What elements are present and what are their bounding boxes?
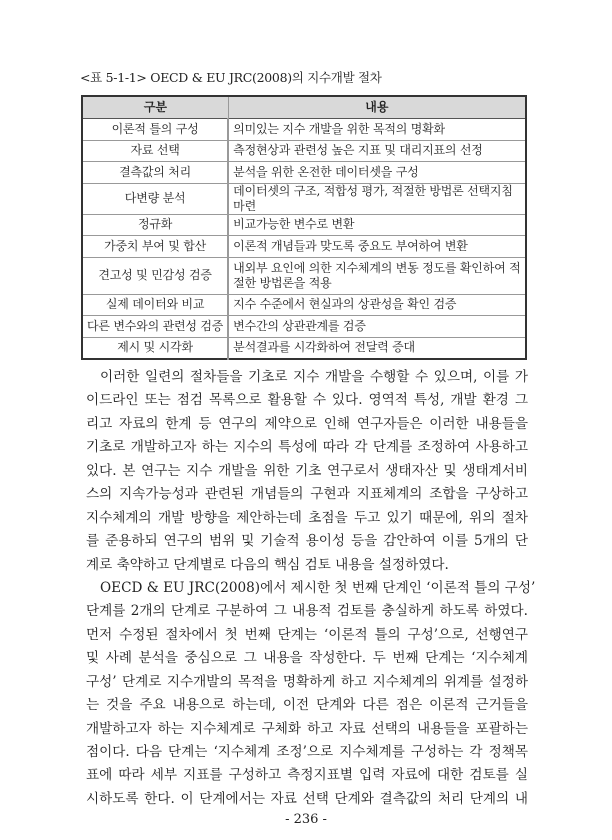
- row-category: 다변량 분석: [82, 183, 228, 214]
- table-row: [82, 183, 526, 214]
- row-category: 실제 데이터와 비교: [82, 294, 228, 316]
- text-line: 기초로 개발하고자 하는 지수의 특성에 따라 각 단계를 조정하여 사용하고: [86, 439, 528, 456]
- text-line: 및 사례 분석을 중심으로 그 내용을 작성한다. 두 번째 단계는 ‘지수체계: [86, 650, 528, 667]
- table-caption: <표 5-1-1> OECD & EU JRC(2008)의 지수개발 절차: [80, 70, 382, 85]
- table-row: [82, 119, 526, 141]
- table-row: [82, 214, 526, 236]
- table-row: [82, 162, 526, 184]
- text-line: 는 것을 주요 내용으로 하는데, 이전 단계와 다른 점은 이론적 근거들을: [86, 697, 528, 714]
- text-line: 시하도록 한다. 이 단계에서는 자료 선택 단계와 결측값의 처리 단계의 내: [86, 790, 528, 807]
- row-category: 견고성 및 민감성 검증: [82, 257, 228, 294]
- table-row: [82, 236, 526, 258]
- procedure-table: [81, 95, 527, 360]
- paragraph: [86, 366, 528, 577]
- row-category: 가중치 부여 및 합산: [82, 236, 228, 258]
- table-row: [82, 316, 526, 338]
- body-text: [86, 366, 536, 811]
- header-category: 구분: [82, 96, 228, 119]
- table-row: [82, 337, 526, 359]
- row-category: 결측값의 처리: [82, 162, 228, 184]
- row-category: 정규화: [82, 214, 228, 236]
- row-content: 내외부 요인에 의한 지수체계의 변동 정도를 확인하여 적절한 방법론을 적용: [228, 257, 526, 294]
- text-line: 먼저 수정된 절차에서 첫 번째 단계는 ‘이론적 틀의 구성’으로, 선행연구: [86, 626, 528, 643]
- text-line: 를 준용하되 연구의 범위 및 기술적 용이성 등을 감안하여 이를 5개의 단: [86, 533, 528, 550]
- table-row: [82, 294, 526, 316]
- row-content: 분석결과를 시각화하여 전달력 증대: [228, 337, 526, 359]
- page-number: - 236 -: [285, 812, 327, 827]
- text-line: 점이다. 다음 단계는 ‘지수체계 조정’으로 지수체계를 구성하는 각 정책목: [86, 744, 528, 760]
- text-line: 구성’ 단계로 지수개발의 목적을 명확하게 하고 지수체계의 위계를 설정하: [86, 673, 528, 690]
- row-content: 변수간의 상관관계를 검증: [228, 316, 526, 338]
- text-line: 스의 지속가능성과 관련된 개념들의 구현과 지표체계의 조합을 구상하고: [86, 486, 528, 503]
- table-header-row: [82, 96, 526, 119]
- table-row: [82, 140, 526, 162]
- header-content: 내용: [228, 96, 526, 119]
- table-row: [82, 257, 526, 294]
- text-line: 리고 자료의 한계 등 연구의 제약으로 인해 연구자들은 이러한 내용들을: [86, 415, 528, 432]
- text-line: 계로 축약하고 단계별로 다음의 핵심 검토 내용을 설정하였다.: [86, 556, 449, 573]
- paragraph: [86, 577, 536, 811]
- text-line: 이드라인 또는 점검 목록으로 활용할 수 있다. 영역적 특성, 개발 환경 그: [86, 392, 528, 409]
- row-content: 의미있는 지수 개발을 위한 목적의 명확화: [228, 119, 526, 141]
- text-line: OECD & EU JRC(2008)에서 제시한 첫 번째 단계인 ‘이론적 틀의 구성’: [100, 579, 536, 596]
- text-line: 지수체계의 개발 방향을 제안하는데 초점을 두고 있기 때문에, 위의 절차: [86, 509, 528, 526]
- row-content: 지수 수준에서 현실과의 상관성을 확인 검증: [228, 294, 526, 316]
- row-category: 다른 변수와의 관련성 검증: [82, 316, 228, 338]
- text-line: 개발하고자 하는 지수체계로 구체화 하고 자료 선택의 내용들을 포괄하는: [86, 720, 528, 737]
- text-line: 있다. 본 연구는 지수 개발을 위한 기초 연구로서 생태자산 및 생태계서비: [86, 462, 528, 479]
- text-line: 단계를 2개의 단계로 구분하여 그 내용적 검토를 충실하게 하도록 하였다.: [86, 603, 528, 620]
- text-line: 이러한 일련의 절차들을 기초로 지수 개발을 수행할 수 있으며, 이를 가: [100, 369, 528, 385]
- text-line: 표에 따라 세부 지표를 구성하고 측정지표별 입력 자료에 대한 검토를 실: [86, 767, 528, 784]
- row-content: 분석을 위한 온전한 데이터셋을 구성: [228, 162, 526, 184]
- row-category: 자료 선택: [82, 140, 228, 162]
- row-content: 측정현상과 관련성 높은 지표 및 대리지표의 선정: [228, 140, 526, 162]
- row-content: 데이터셋의 구조, 적합성 평가, 적절한 방법론 선택지침 마련: [228, 183, 526, 214]
- row-category: 제시 및 시각화: [82, 337, 228, 359]
- row-content: 비교가능한 변수로 변환: [228, 214, 526, 236]
- row-content: 이론적 개념들과 맞도록 중요도 부여하여 변환: [228, 236, 526, 258]
- row-category: 이론적 틀의 구성: [82, 119, 228, 141]
